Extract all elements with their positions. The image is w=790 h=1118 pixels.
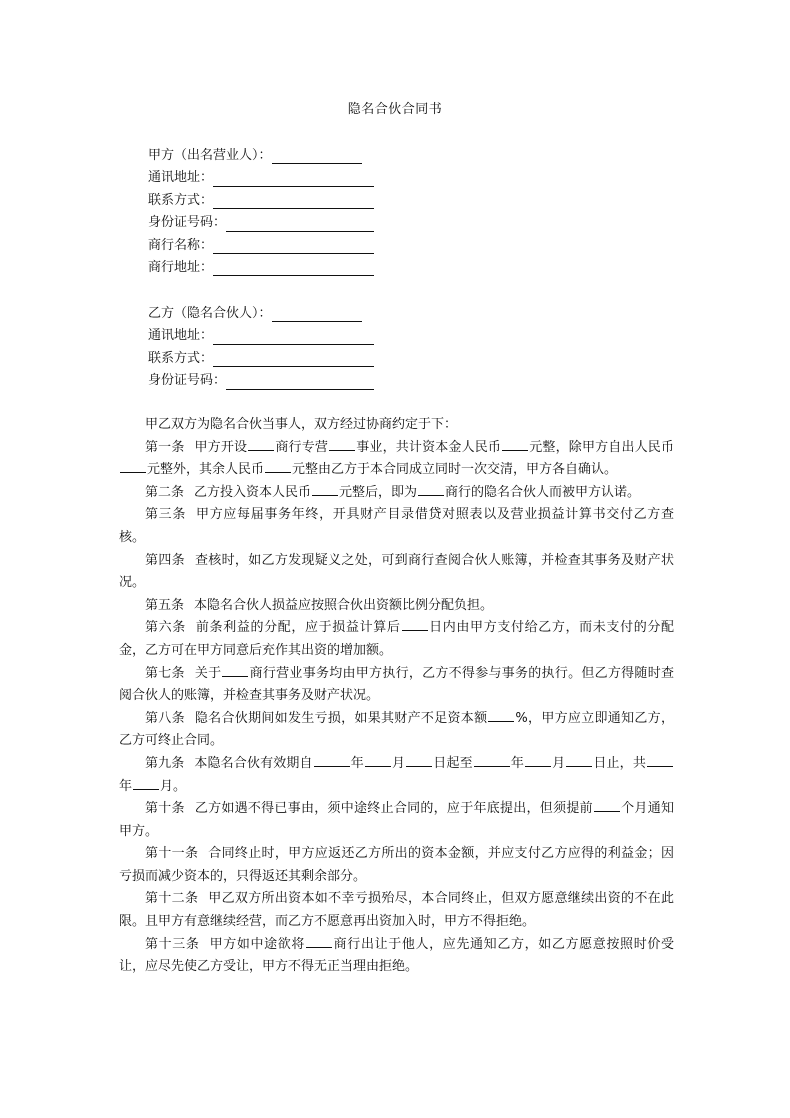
field-label: 商行地址：: [148, 259, 214, 275]
article-text: %，甲方应立即通知乙方，乙方可终止合同。: [119, 710, 674, 749]
fill-blank[interactable]: [525, 753, 551, 767]
field-label: 商行名称：: [148, 237, 214, 253]
article-text: 隐名合伙期间如发生亏损，如果其财产不足资本额: [194, 710, 488, 726]
article-1: [119, 437, 674, 482]
field-label: 通讯地址：: [148, 328, 214, 344]
article-7: [119, 663, 674, 708]
article-text: 月。: [160, 778, 187, 794]
party-a-id-field[interactable]: [148, 212, 374, 234]
article-text: 商行营业事务均由甲方执行，乙方不得参与事务的执行。但乙方得随时查阅合伙人的账簿，并检查其事务及财产状况。: [119, 665, 674, 704]
article-text: 本隐名合伙有效期自: [194, 755, 313, 771]
contract-body: [119, 414, 674, 979]
article-number: 第四条: [145, 552, 185, 568]
fill-blank[interactable]: [248, 437, 274, 451]
article-number: 第十条: [145, 801, 185, 817]
article-number: 第十三条: [145, 936, 200, 952]
article-text: 商行出让于他人，应先通知乙方，如乙方愿意按照时价受让，应尽先使乙方受让，甲方不得无正当理由拒绝。: [119, 936, 674, 975]
field-blank-line[interactable]: [272, 149, 362, 164]
article-8: [119, 708, 674, 753]
article-2: [119, 482, 674, 505]
party-b-address-field[interactable]: [148, 325, 374, 347]
field-blank-line[interactable]: [226, 217, 374, 232]
fill-blank[interactable]: [312, 482, 338, 496]
article-6: [119, 617, 674, 662]
article-5: [119, 595, 674, 618]
party-b-name-field[interactable]: [148, 303, 374, 325]
field-blank-line[interactable]: [213, 194, 374, 209]
document-title: 隐名合伙合同书: [347, 102, 443, 117]
article-text: 月: [552, 755, 566, 771]
fill-blank[interactable]: [502, 437, 528, 451]
fill-blank[interactable]: [306, 934, 332, 948]
party-a-address-field[interactable]: [148, 167, 374, 189]
article-text: 商行专营: [275, 439, 329, 455]
field-label: 联系方式：: [148, 192, 214, 208]
article-text: 商行的隐名合伙人而被甲方认诺。: [445, 484, 641, 500]
article-text: 甲方应每届事务年终，开具财产目录借贷对照表以及营业损益计算书交付乙方查核。: [119, 507, 674, 545]
field-label: 乙方（隐名合伙人）：: [148, 305, 272, 321]
fill-blank[interactable]: [474, 753, 510, 767]
article-text: 年: [510, 755, 524, 771]
article-text: 日内由甲方支付给乙方，而未支付的分配金，乙方可在甲方同意后充作其出资的增加额。: [119, 620, 674, 658]
party-a-firm-address-field[interactable]: [148, 257, 374, 279]
party-b-id-field[interactable]: [148, 370, 374, 392]
intro-paragraph: 甲乙双方为隐名合伙当事人，双方经过协商约定于下：: [145, 417, 458, 432]
article-text: 乙方投入资本人民币: [194, 484, 312, 500]
fill-blank[interactable]: [329, 437, 355, 451]
party-b-contact-field[interactable]: [148, 348, 374, 370]
field-blank-line[interactable]: [213, 261, 374, 276]
field-blank-line[interactable]: [272, 307, 362, 322]
article-text: 年: [119, 778, 133, 794]
party-b-fields: [148, 303, 374, 393]
article-4: [119, 550, 674, 595]
article-text: 年: [350, 755, 364, 771]
article-text: 日起至: [433, 755, 473, 771]
fill-blank[interactable]: [566, 753, 592, 767]
article-text: 事业，共计资本金人民币: [356, 439, 502, 455]
field-blank-line[interactable]: [213, 330, 374, 345]
article-number: 第三条: [145, 507, 187, 523]
article-number: 第八条: [145, 710, 185, 726]
article-10: [119, 798, 674, 843]
article-text: 乙方如遇不得已事由，须中途终止合同的，应于年底提出，但须提前: [194, 801, 593, 817]
fill-blank[interactable]: [418, 482, 444, 496]
article-text: 甲乙双方所出资本如不幸亏损殆尽，本合同终止，但双方愿意继续出资的不在此限。且甲方有意继续经营，而乙方不愿意再出资加入时，甲方不得拒绝。: [119, 891, 674, 930]
field-blank-line[interactable]: [213, 172, 374, 187]
article-9: [119, 753, 674, 798]
fill-blank[interactable]: [406, 753, 432, 767]
article-text: 前条利益的分配，应于损益计算后: [195, 620, 401, 636]
field-blank-line[interactable]: [213, 352, 374, 367]
article-number: 第七条: [145, 665, 185, 681]
article-text: 元整，除甲方自出人民币: [529, 439, 674, 455]
field-label: 身份证号码：: [148, 373, 227, 389]
article-number: 第五条: [145, 597, 185, 613]
article-text: 元整后，即为: [339, 484, 418, 500]
article-text: 元整外，其余人民币: [147, 462, 265, 478]
field-label: 联系方式：: [148, 350, 214, 366]
article-number: 第二条: [145, 484, 185, 500]
article-text: 合同终止时，甲方应返还乙方所出的资本金额，并应支付乙方应得的利益金；因亏损而减少资本的，只得返还其剩余部分。: [119, 846, 674, 884]
article-text: 关于: [194, 665, 222, 681]
article-text: 元整由乙方于本合同成立同时一次交清，甲方各自确认。: [292, 462, 618, 478]
fill-blank[interactable]: [120, 459, 146, 473]
article-text: 个月通知甲方。: [119, 801, 674, 839]
fill-blank[interactable]: [365, 753, 391, 767]
article-number: 第九条: [145, 755, 185, 771]
field-label: 甲方（出名营业人）：: [148, 147, 272, 163]
article-text: 查核时，如乙方发现疑义之处，可到商行查阅合伙人账簿，并检查其事务及财产状况。: [119, 552, 674, 591]
fill-blank[interactable]: [402, 617, 428, 631]
fill-blank[interactable]: [647, 753, 673, 767]
article-text: 甲方开设: [194, 439, 248, 455]
party-a-contact-field[interactable]: [148, 190, 374, 212]
party-a-name-field[interactable]: [148, 145, 374, 167]
fill-blank[interactable]: [594, 798, 620, 812]
article-3: [119, 504, 674, 549]
field-label: 通讯地址：: [148, 170, 214, 186]
article-number: 第一条: [145, 439, 185, 455]
field-label: 身份证号码：: [148, 215, 227, 231]
article-text: 本隐名合伙人损益应按照合伙出资额比例分配负担。: [194, 597, 494, 613]
fill-blank[interactable]: [314, 753, 350, 767]
fill-blank[interactable]: [222, 663, 248, 677]
field-blank-line[interactable]: [226, 375, 374, 390]
party-a-fields: [148, 145, 374, 279]
fill-blank[interactable]: [133, 776, 159, 790]
article-12: [119, 888, 674, 933]
article-text: 甲方如中途欲将: [209, 936, 306, 952]
article-number: 第十二条: [145, 891, 199, 907]
fill-blank[interactable]: [265, 459, 291, 473]
field-blank-line[interactable]: [213, 239, 374, 254]
article-13: [119, 934, 674, 979]
article-text: 日止，共: [593, 755, 646, 771]
article-number: 第六条: [145, 620, 186, 636]
article-11: [119, 843, 674, 888]
fill-blank[interactable]: [488, 708, 514, 722]
article-text: 月: [391, 755, 406, 771]
article-number: 第十一条: [145, 846, 199, 862]
party-a-firm-name-field[interactable]: [148, 235, 374, 257]
